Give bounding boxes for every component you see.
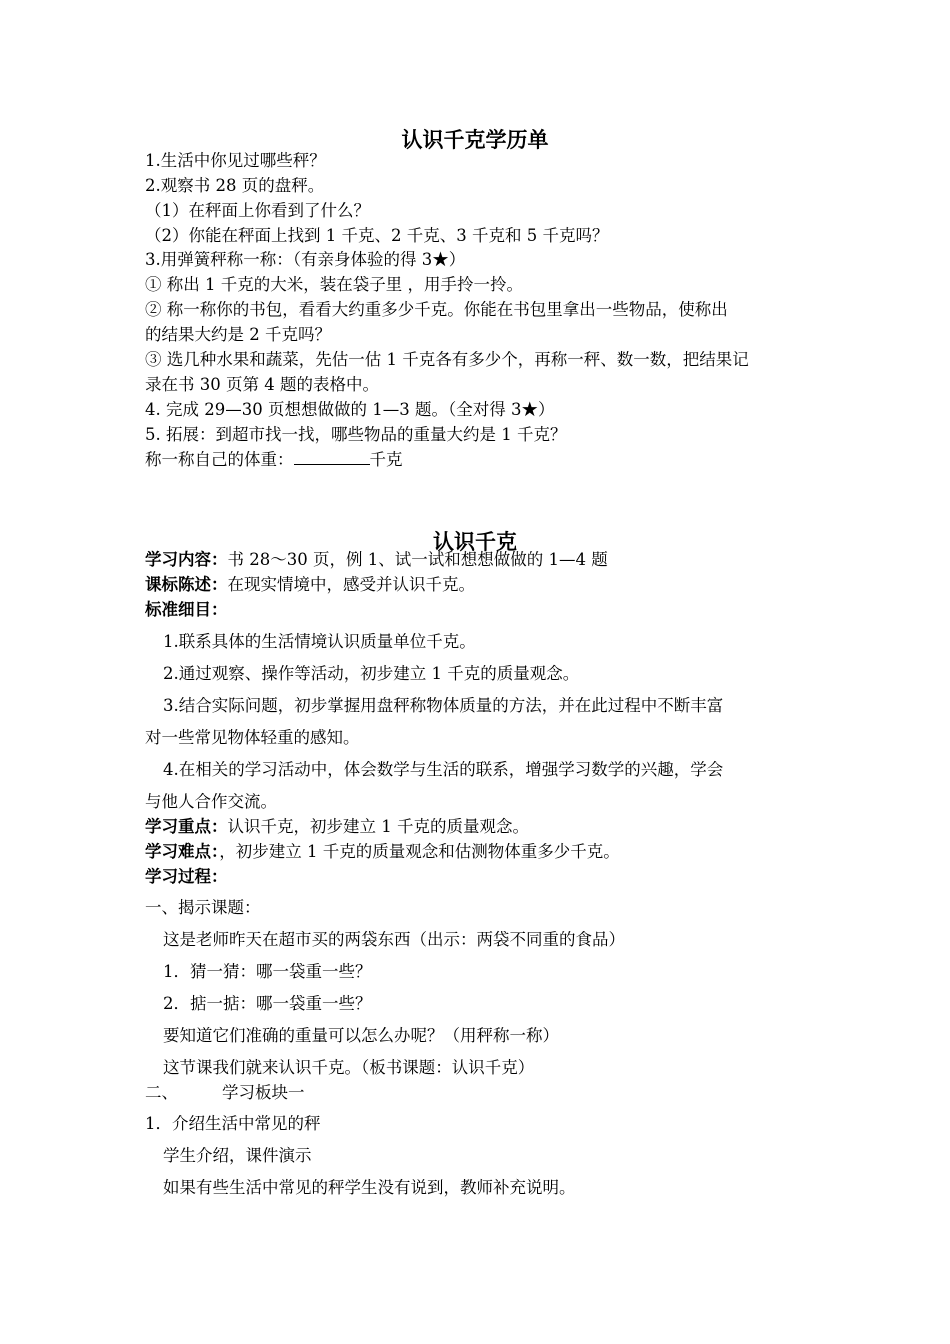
question-3-item-a: ① 称出 1 千克的大米，装在袋子里 ，用手拎一拎。 [145, 275, 523, 294]
learning-content-text: 书 28～30 页，例 1、试一试和想想做做的 1—4 题 [227, 550, 608, 569]
section-2-item-1-note: 学生介绍，课件演示 [163, 1146, 312, 1165]
section-2-title: 学习板块一 [222, 1083, 305, 1102]
difficult-point-label: 学习难点： [145, 842, 220, 861]
section-2-heading [145, 1083, 305, 1103]
standard-detail-4-line2: 与他人合作交流。 [145, 792, 277, 811]
section-1-intro: 这是老师昨天在超市买的两袋东西（出示：两袋不同重的食品） [163, 930, 625, 949]
question-2-part-1: （1）在秤面上你看到了什么？ [145, 201, 370, 220]
standard-detail-3-line1: 3.结合实际问题，初步掌握用盘秤称物体质量的方法，并在此过程中不断丰富 [163, 696, 724, 715]
body-weight-line [145, 450, 403, 470]
curriculum-statement [145, 575, 475, 595]
question-5: 5. 拓展：到超市找一找，哪些物品的重量大约是 1 千克？ [145, 425, 567, 444]
section-1-guess: 1．猜一猜：哪一袋重一些？ [163, 962, 372, 981]
question-3: 3.用弹簧秤称一称：（有亲身体验的得 3★） [145, 250, 466, 269]
section-1-heading: 一、揭示课题： [145, 898, 261, 917]
learning-content [145, 550, 608, 570]
question-3-item-b-line2: 的结果大约是 2 千克吗？ [145, 325, 331, 344]
body-weight-prefix: 称一称自己的体重： [145, 450, 294, 469]
question-2-part-2: （2）你能在秤面上找到 1 千克、2 千克、3 千克和 5 千克吗？ [145, 226, 609, 245]
standard-detail-2: 2.通过观察、操作等活动，初步建立 1 千克的质量观念。 [163, 664, 580, 683]
key-point-text: 认识千克，初步建立 1 千克的质量观念。 [227, 817, 529, 836]
standard-detail-1: 1.联系具体的生活情境认识质量单位千克。 [163, 632, 476, 651]
question-4: 4. 完成 29—30 页想想做做的 1—3 题。（全对得 3★） [145, 400, 555, 419]
curriculum-statement-text: 在现实情境中，感受并认识千克。 [227, 575, 475, 594]
section-1-topic: 这节课我们就来认识千克。（板书课题：认识千克） [163, 1058, 535, 1077]
body-weight-unit: 千克 [369, 450, 403, 469]
section-2-number: 二、 [145, 1083, 178, 1102]
standard-detail-3-line2: 对一些常见物体轻重的感知。 [145, 728, 360, 747]
difficult-point [145, 842, 620, 862]
key-point-label: 学习重点： [145, 817, 228, 836]
worksheet-title: 认识千克学历单 [401, 128, 549, 152]
body-weight-blank [294, 450, 370, 465]
section-1-heft: 2．掂一掂：哪一袋重一些？ [163, 994, 372, 1013]
curriculum-statement-label: 课标陈述： [145, 575, 228, 594]
key-point [145, 817, 529, 837]
section-2-item-1-supplement: 如果有些生活中常见的秤学生没有说到，教师补充说明。 [163, 1178, 576, 1197]
question-3-item-b-line1: ② 称一称你的书包，看看大约重多少千克。你能在书包里拿出一些物品，使称出 [145, 300, 728, 319]
standard-detail-4-line1: 4.在相关的学习活动中，体会数学与生活的联系，增强学习数学的兴趣，学会 [163, 760, 724, 779]
difficult-point-text: ，初步建立 1 千克的质量观念和估测物体重多少千克。 [219, 842, 620, 861]
standard-details-label: 标准细目： [145, 600, 228, 619]
question-1: 1.生活中你见过哪些秤？ [145, 151, 326, 170]
section-2-item-1: 1．介绍生活中常见的秤 [145, 1114, 321, 1133]
lesson-title: 认识千克 [433, 530, 517, 554]
question-3-item-c-line2: 录在书 30 页第 4 题的表格中。 [145, 375, 379, 394]
learning-content-label: 学习内容： [145, 550, 228, 569]
section-1-question: 要知道它们准确的重量可以怎么办呢？（用秤称一称） [163, 1026, 559, 1045]
question-3-item-c-line1: ③ 选几种水果和蔬菜，先估一估 1 千克各有多少个，再称一秤、数一数，把结果记 [145, 350, 749, 369]
question-2: 2.观察书 28 页的盘秤。 [145, 176, 325, 195]
learning-process-label: 学习过程： [145, 867, 228, 886]
